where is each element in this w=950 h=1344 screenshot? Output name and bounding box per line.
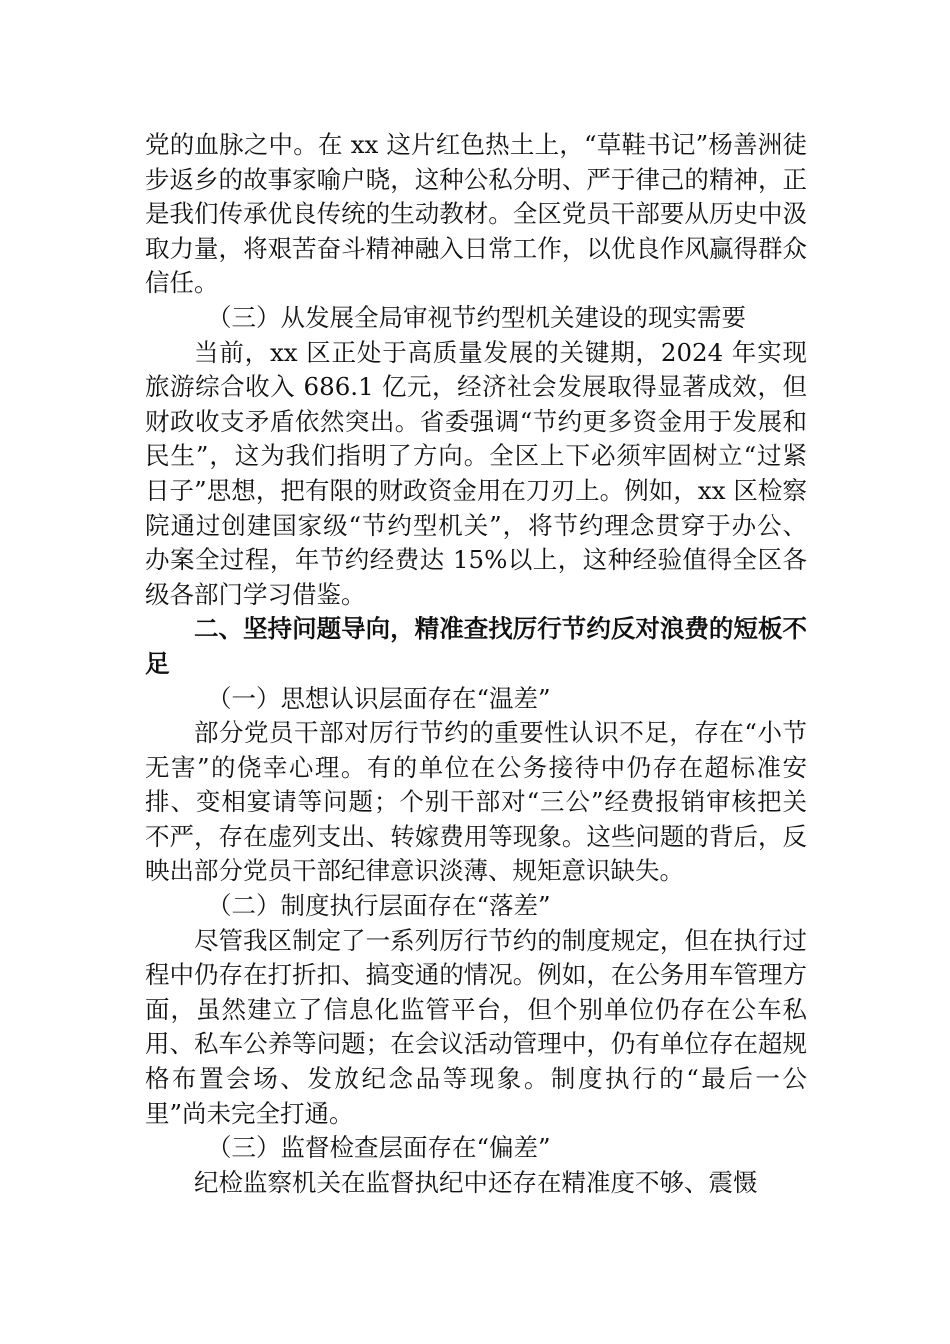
- section-subheading: （二）制度执行层面存在“落差”: [207, 891, 551, 921]
- paragraph-body: 纪检监察机关在监督执纪中还存在精准度不够、震慑: [194, 1167, 758, 1197]
- document-body: [145, 128, 807, 1200]
- section-subheading: （一）思想认识层面存在“温差”: [207, 683, 551, 713]
- section-subheading: （三）监督检查层面存在“偏差”: [207, 1133, 551, 1163]
- paragraph-body: 当前，xx 区正处于高质量发展的关键期，2024 年实现旅游综合收入 686.1 亿元，经济社会发展取得显著成效，但财政收支矛盾依然突出。省委强调“节约更多资金用于发展和民生”，这为我们指明了方向。全区上下必须牢固树立“过紧日子”思想，把有限的财政资金用在刀刃上。例如，xx 区检察院通过创建国家级“节约型机关”，将节约理念贯穿于办公、办案全过程，年节约经费达 15%以上，这种经验值得全区各级各部门学习借鉴。: [145, 337, 807, 609]
- paragraph-body: 尽管我区制定了一系列厉行节约的制度规定，但在执行过程中仍存在打折扣、搞变通的情况。例如，在公务用车管理方面，虽然建立了信息化监管平台，但个别单位仍存在公车私用、私车公养等问题；在会议活动管理中，仍有单位存在超规格布置会场、发放纪念品等现象。制度执行的“最后一公里”尚未完全打通。: [145, 925, 807, 1128]
- section-heading: 二、坚持问题导向，精准查找厉行节约反对浪费的短板不足: [145, 614, 807, 678]
- paragraph-body-continued: 党的血脉之中。在 xx 这片红色热土上，“草鞋书记”杨善洲徒步返乡的故事家喻户晓，这种公私分明、严于律己的精神，正是我们传承优良传统的生动教材。全区党员干部要从历史中汲取力量，将艰苦奋斗精神融入日常工作，以优良作风赢得群众信任。: [145, 130, 807, 298]
- section-subheading: （三）从发展全局审视节约型机关建设的现实需要: [207, 302, 746, 332]
- paragraph-body: 部分党员干部对厉行节约的重要性认识不足，存在“小节无害”的侥幸心理。有的单位在公务接待中仍存在超标准安排、变相宴请等问题；个别干部对“三公”经费报销审核把关不严，存在虚列支出、转嫁费用等现象。这些问题的背后，反映出部分党员干部纪律意识淡薄、规矩意识缺失。: [145, 718, 807, 886]
